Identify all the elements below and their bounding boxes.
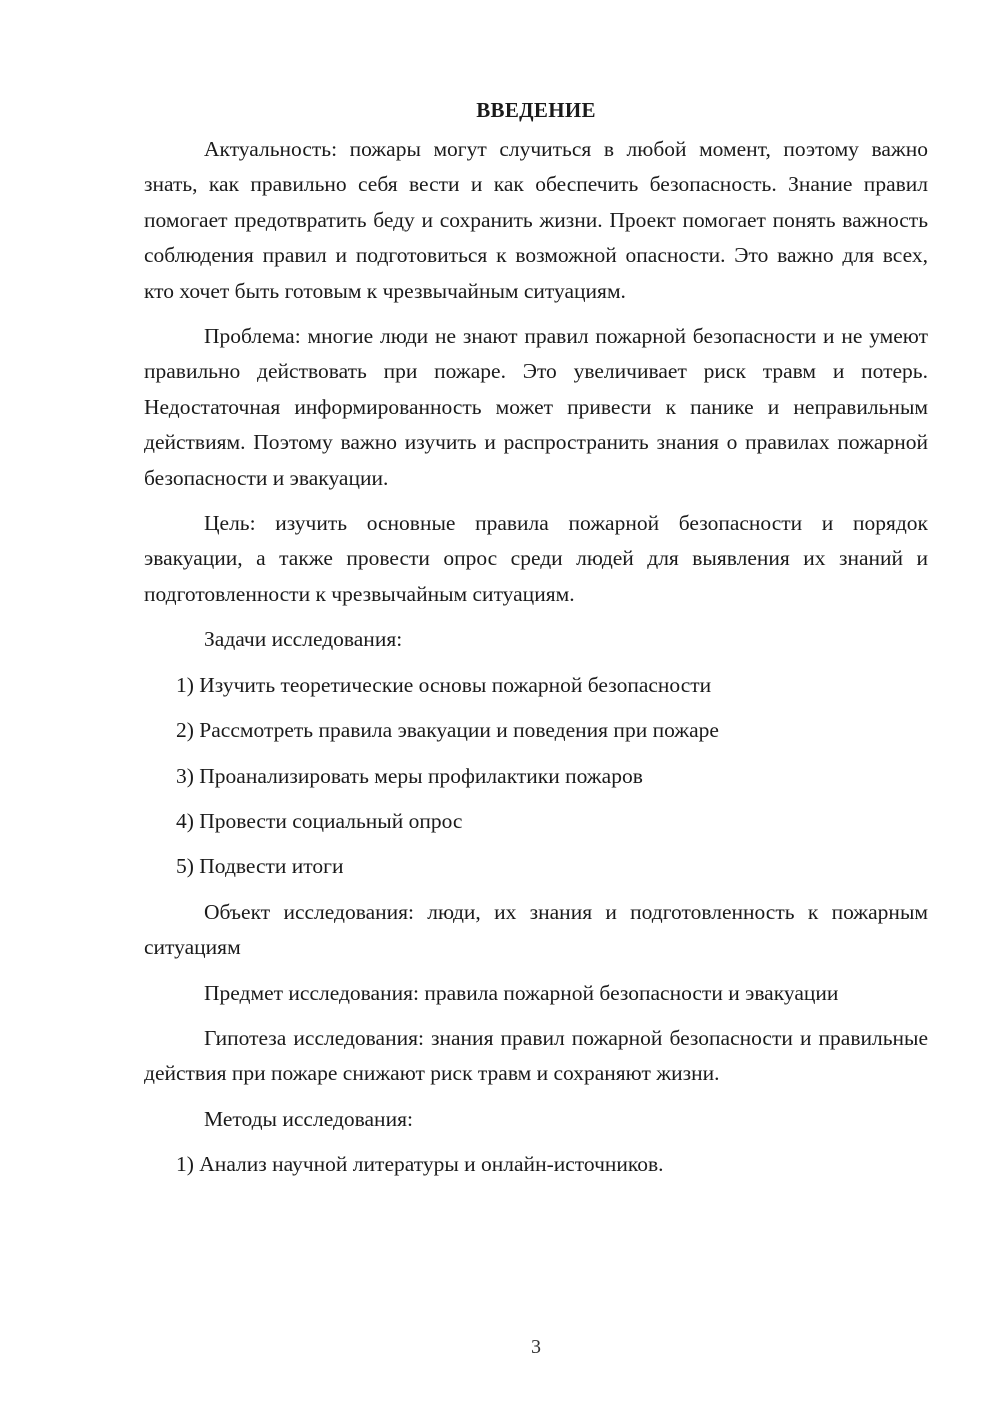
task-item-4: 4) Провести социальный опрос <box>176 808 463 833</box>
object-paragraph: Объект исследования: люди, их знания и подготовленность к пожарным ситуациям <box>144 899 928 960</box>
document-page <box>144 92 928 1193</box>
tasks-title: Задачи исследования: <box>204 627 403 652</box>
subject-paragraph: Предмет исследования: правила пожарной безопасности и эвакуации <box>204 980 839 1005</box>
task-item-5: 5) Подвести итоги <box>176 854 344 879</box>
page-number: 3 <box>531 1336 541 1358</box>
section-heading: ВВЕДЕНИЕ <box>476 98 596 122</box>
method-item-1: 1) Анализ научной литературы и онлайн-источников. <box>176 1152 664 1177</box>
problem-paragraph: Проблема: многие люди не знают правил пожарной безопасности и не умеют правильно действовать при пожаре. Это увеличивает риск травм и потерь. Недостаточная информированность может привести к панике и неправильным действиям. Поэтому важно изучить и распространить знания о правилах пожарной безопасности и эвакуации. <box>144 324 928 490</box>
task-item-3: 3) Проанализировать меры профилактики пожаров <box>176 763 643 788</box>
task-item-1: 1) Изучить теоретические основы пожарной безопасности <box>176 672 712 697</box>
goal-paragraph: Цель: изучить основные правила пожарной безопасности и порядок эвакуации, а также провести опрос среди людей для выявления их знаний и подготовленности к чрезвычайным ситуациям. <box>144 511 928 606</box>
relevance-paragraph: Актуальность: пожары могут случиться в любой момент, поэтому важно знать, как правильно себя вести и как обеспечить безопасность. Знание правил помогает предотвратить беду и сохранить жизни. Проект помогает понять важность соблюдения правил и подготовиться к возможной опасности. Это важно для всех, кто хочет быть готовым к чрезвычайным ситуациям. <box>144 137 928 303</box>
task-item-2: 2) Рассмотреть правила эвакуации и поведения при пожаре <box>176 718 719 743</box>
methods-title: Методы исследования: <box>204 1106 413 1131</box>
hypothesis-paragraph: Гипотеза исследования: знания правил пожарной безопасности и правильные действия при пожаре снижают риск травм и сохраняют жизни. <box>144 1025 928 1086</box>
